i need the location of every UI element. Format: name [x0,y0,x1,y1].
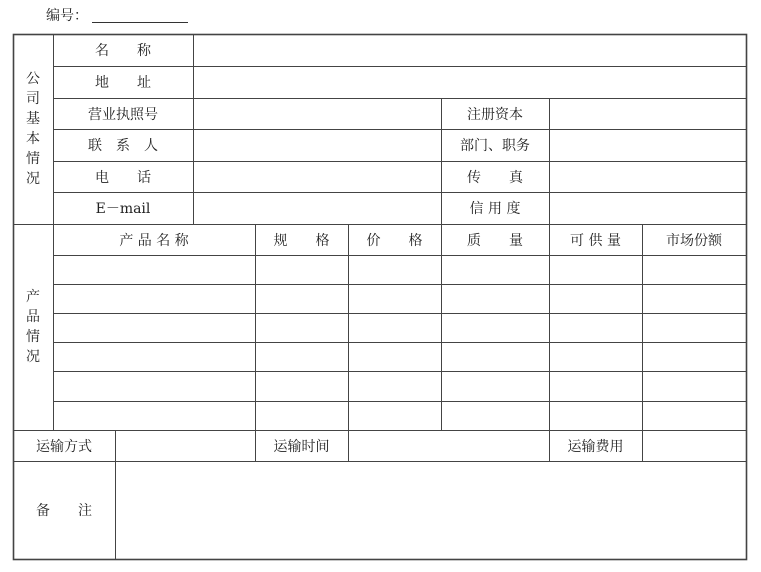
dept-label: 部门、职务 [460,138,530,154]
col-market-share: 市场份额 [666,232,722,249]
serial-label: 编号： [46,8,88,24]
license-field[interactable] [193,98,441,129]
credit-label: 信 用 度 [469,201,521,217]
company-label-char: 基 [26,111,40,127]
company-label-char: 情 [26,151,40,167]
company-label-char: 司 [26,91,40,107]
phone-label: 电 话 [95,169,151,186]
product-label-char: 品 [26,309,40,325]
product-label-char: 况 [26,349,40,365]
product-row[interactable] [53,401,746,430]
company-label-char: 公 [26,71,40,87]
remarks-field[interactable] [115,461,746,559]
name-field[interactable] [193,34,746,66]
col-spec: 规 格 [273,232,330,249]
col-quality: 质 量 [467,232,523,249]
transport-cost-field[interactable] [642,430,746,461]
transport-time-field[interactable] [348,430,549,461]
fax-field[interactable] [549,161,746,192]
product-row[interactable] [53,313,746,342]
credit-field[interactable] [549,192,746,224]
product-row[interactable] [53,342,746,371]
email-label: E－mail [95,201,151,217]
company-label-char: 况 [26,171,40,187]
capital-label: 注册资本 [467,106,523,123]
product-row[interactable] [53,255,746,284]
product-label-char: 产 [26,289,40,305]
company-section-label [13,34,53,224]
product-row[interactable] [53,371,746,401]
address-field[interactable] [193,66,746,98]
product-row[interactable] [53,284,746,313]
contact-field[interactable] [193,129,441,161]
transport-method-label: 运输方式 [36,438,92,455]
col-price: 价 格 [366,232,423,249]
transport-method-field[interactable] [115,430,255,461]
transport-cost-label: 运输费用 [567,438,624,455]
product-label-char: 情 [26,329,40,345]
company-label-char: 本 [26,131,40,147]
license-label: 营业执照号 [88,106,158,123]
fax-label: 传 真 [467,169,523,186]
name-label: 名 称 [95,43,151,59]
product-section-label [13,224,53,430]
transport-time-label: 运输时间 [273,438,330,455]
dept-field[interactable] [549,129,746,161]
capital-field[interactable] [549,98,746,129]
remarks-label: 备 注 [36,503,92,519]
email-field[interactable] [193,192,441,224]
phone-field[interactable] [193,161,441,192]
col-supply: 可 供 量 [570,232,621,249]
col-product-name: 产 品 名 称 [119,232,189,249]
contact-label: 联 系 人 [88,138,158,154]
address-label: 地 址 [95,75,151,91]
